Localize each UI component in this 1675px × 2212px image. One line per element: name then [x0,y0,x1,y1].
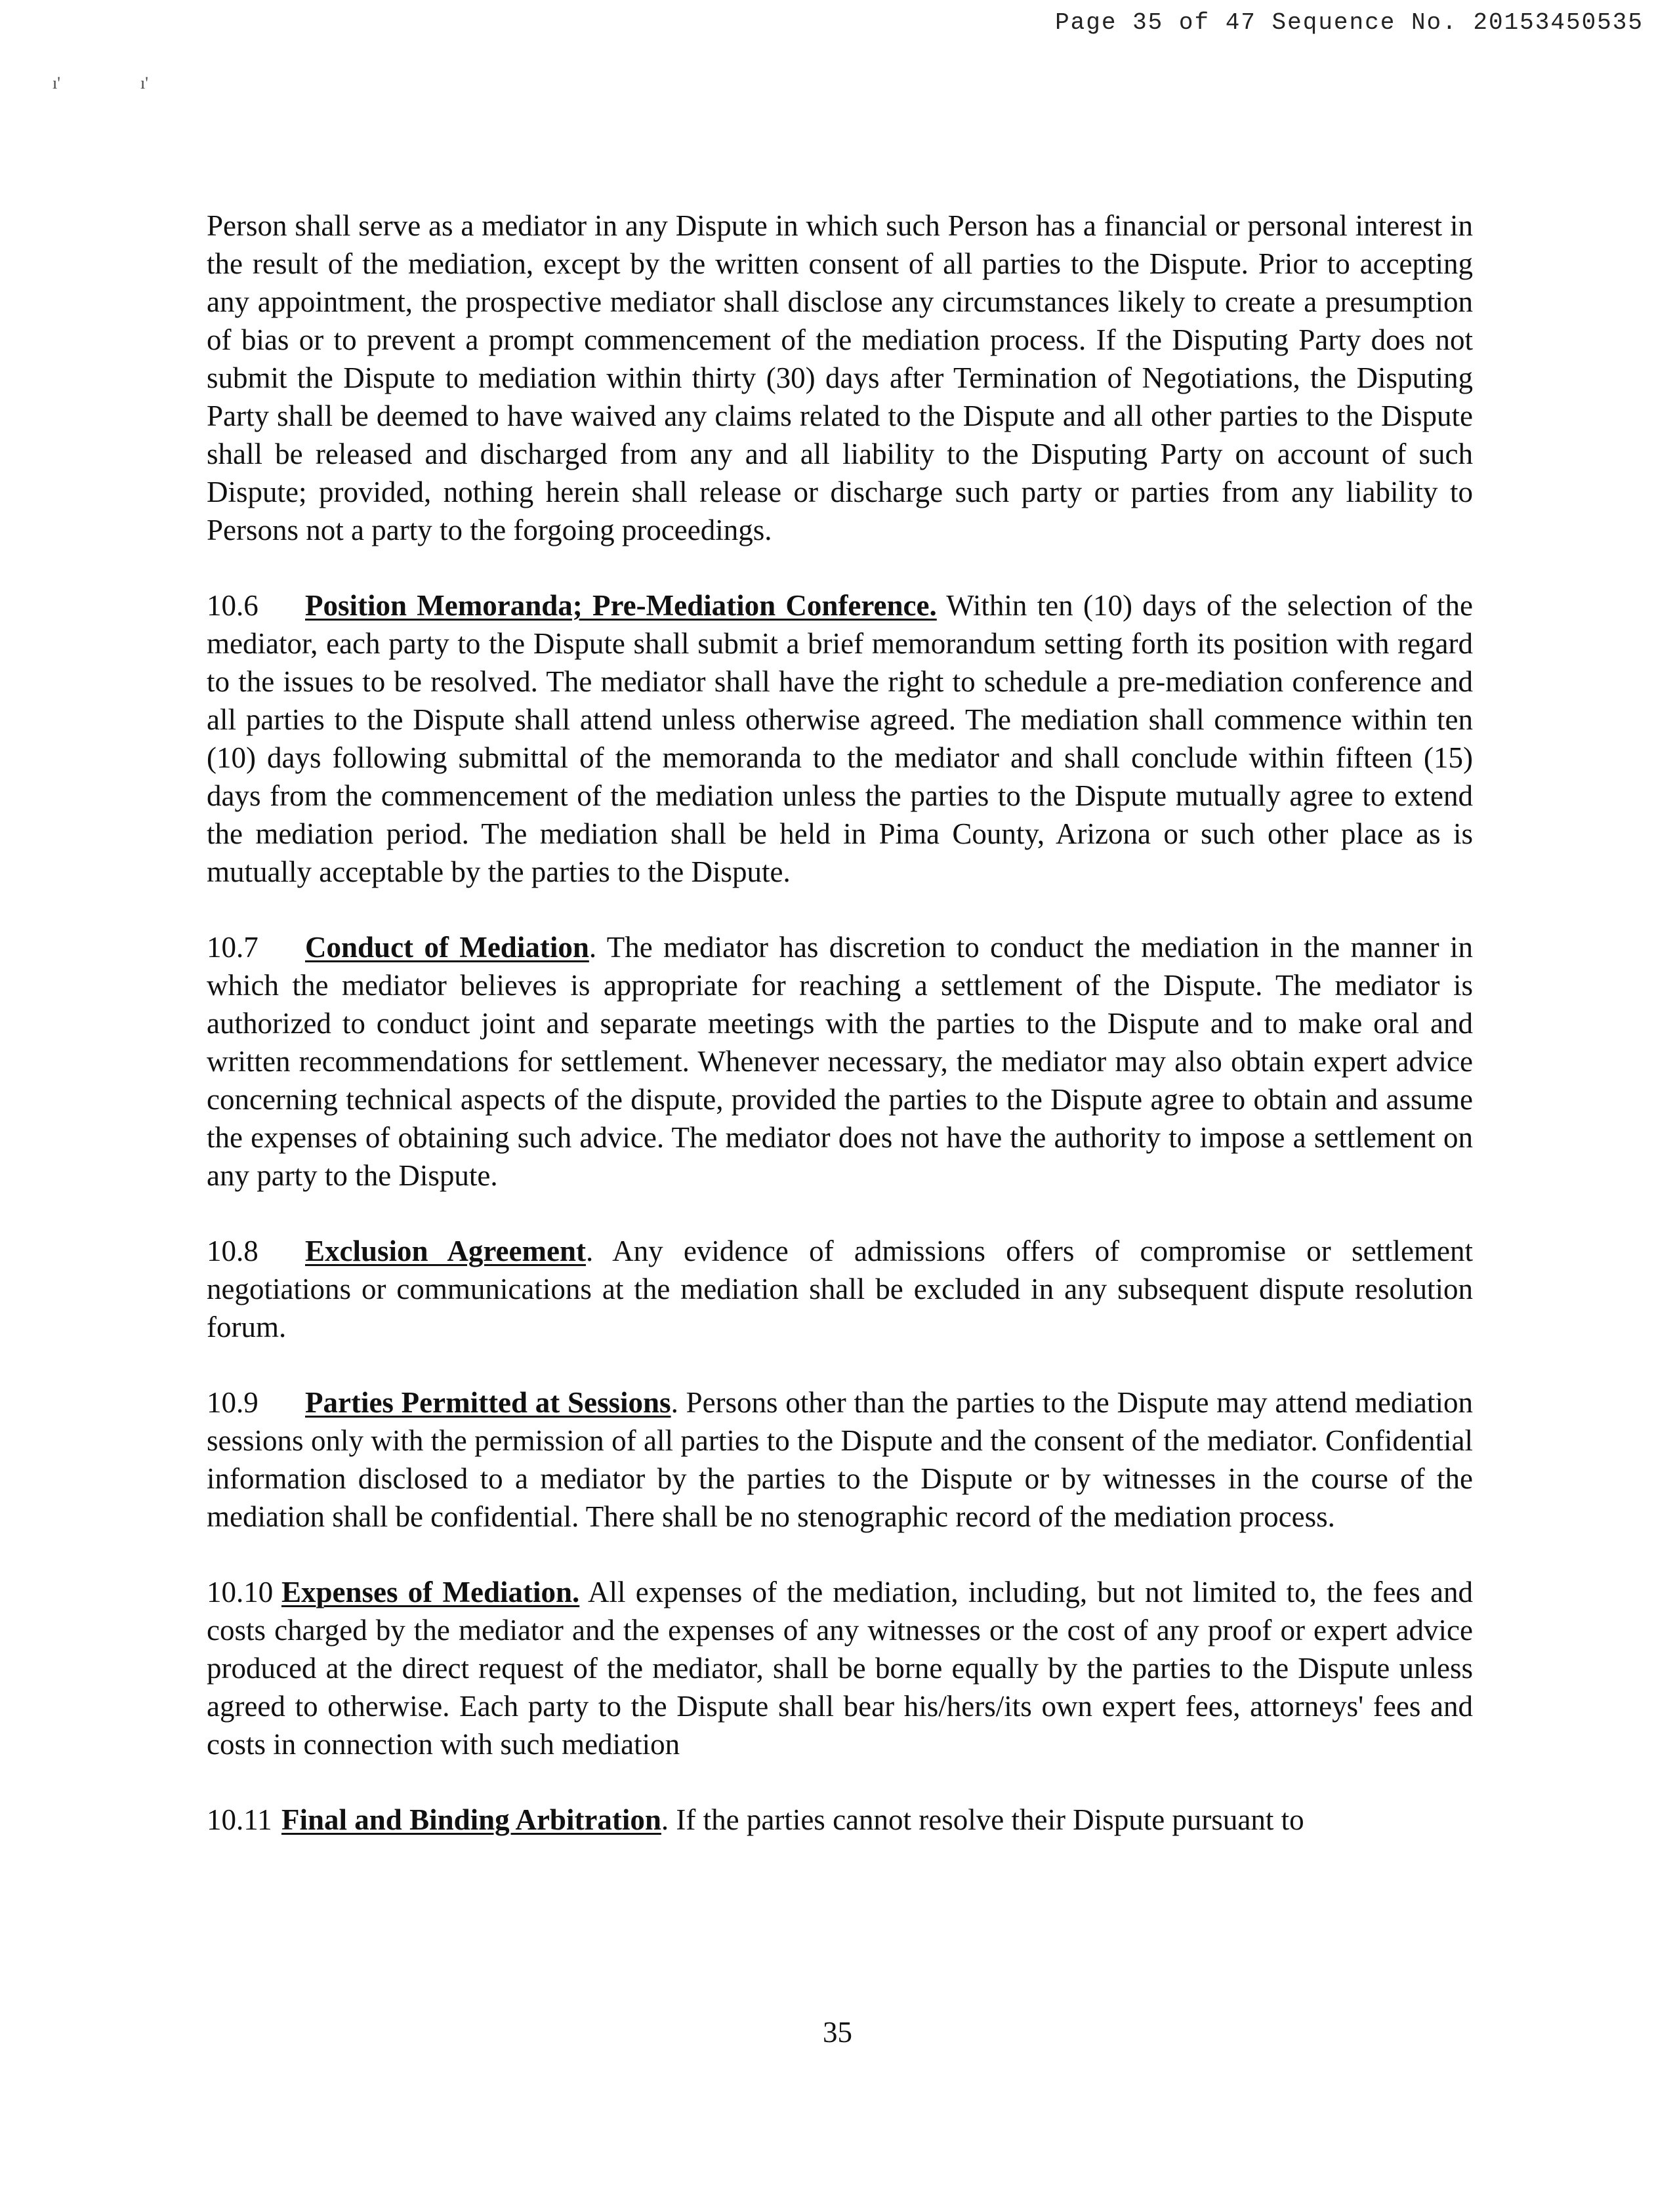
scan-mark-left: ı' [52,73,60,92]
section-heading: Expenses of Mediation. [281,1576,580,1608]
section-number: 10.10 [207,1576,274,1608]
section-number: 10.8 [207,1235,258,1267]
section-text: . Persons other than the parties to the Dispute may attend mediation sessions only with the permission of all parties to the Dispute and the consent of the mediator. Confidential information disclosed to a mediator by the parties to the Dispute or by witnesses in the course of the mediation shall be confidential. There shall be no stenographic record of the mediation process. [207,1386,1473,1533]
section-heading: Exclusion Agreement [305,1235,586,1267]
page-number: 35 [823,2016,852,2049]
section-10-8 [207,1232,1473,1346]
section-10-6 [207,586,1473,891]
section-10-7 [207,928,1473,1195]
section-text: . The mediator has discretion to conduct the mediation in the manner in which the mediator believes is appropriate for reaching a settlement of the Dispute. The mediator is authorized to conduct joint and separate meetings with the parties to the Dispute and to make oral and written recommendations for settlement. Whenever necessary, the mediator may also obtain expert advice concerning technical aspects of the dispute, provided the parties to the Dispute agree to obtain and assume the expenses of obtaining such advice. The mediator does not have the authority to impose a settlement on any party to the Dispute. [207,931,1473,1192]
page-sequence-header: Page 35 of 47 Sequence No. 20153450535 [1055,9,1644,36]
document-body [207,207,1473,1839]
section-10-9 [207,1383,1473,1536]
section-text: Within ten (10) days of the selection of the mediator, each party to the Dispute shall submit a brief memorandum setting forth its position with regard to the issues to be resolved. The mediator shall have the right to schedule a pre-mediation conference and all parties to the Dispute shall attend unless otherwise agreed. The mediation shall commence within ten (10) days following submittal of the memoranda to the mediator and shall conclude within fifteen (15) days from the commencement of the mediation unless the parties to the Dispute mutually agree to extend the mediation period. The mediation shall be held in Pima County, Arizona or such other place as is mutually acceptable by the parties to the Dispute. [207,589,1473,888]
paragraph-continuation [207,207,1473,549]
section-number: 10.11 [207,1803,272,1836]
section-heading: Final and Binding Arbitration [281,1803,661,1836]
section-text: . If the parties cannot resolve their Dispute pursuant to [661,1803,1304,1836]
section-number: 10.7 [207,931,258,964]
section-10-10 [207,1573,1473,1763]
section-10-11 [207,1801,1473,1839]
section-heading: Parties Permitted at Sessions [305,1386,671,1419]
scan-mark-right: ı' [140,73,148,92]
section-heading: Conduct of Mediation [305,931,589,964]
section-number: 10.9 [207,1386,258,1419]
section-heading: Position Memoranda; Pre-Mediation Conference. [305,589,937,622]
section-text: All expenses of the mediation, including, but not limited to, the fees and costs charged by the mediator and the expenses of any witnesses or the cost of any proof or expert advice produced at the direct request of the mediator, shall be borne equally by the parties to the Dispute unless agreed to otherwise. Each party to the Dispute shall bear his/hers/its own expert fees, attorneys' fees and costs in connection with such mediation [207,1576,1473,1761]
section-number: 10.6 [207,589,258,622]
section-text: . Any evidence of admissions offers of compromise or settlement negotiations or communications at the mediation shall be excluded in any subsequent dispute resolution forum. [207,1235,1474,1343]
paragraph-text: Person shall serve as a mediator in any Dispute in which such Person has a financial or personal interest in the result of the mediation, except by the written consent of all parties to the Dispute. Prior to accepting any appointment, the prospective mediator shall disclose any circumstances likely to create a presumption of bias or to prevent a prompt commencement of the mediation process. If the Disputing Party does not submit the Dispute to mediation within thirty (30) days after Termination of Negotiations, the Disputing Party shall be deemed to have waived any claims related to the Dispute and all other parties to the Dispute shall be released and discharged from any and all liability to the Disputing Party on account of such Dispute; provided, nothing herein shall release or discharge such party or parties from any liability to Persons not a party to the forgoing proceedings. [207,209,1473,546]
